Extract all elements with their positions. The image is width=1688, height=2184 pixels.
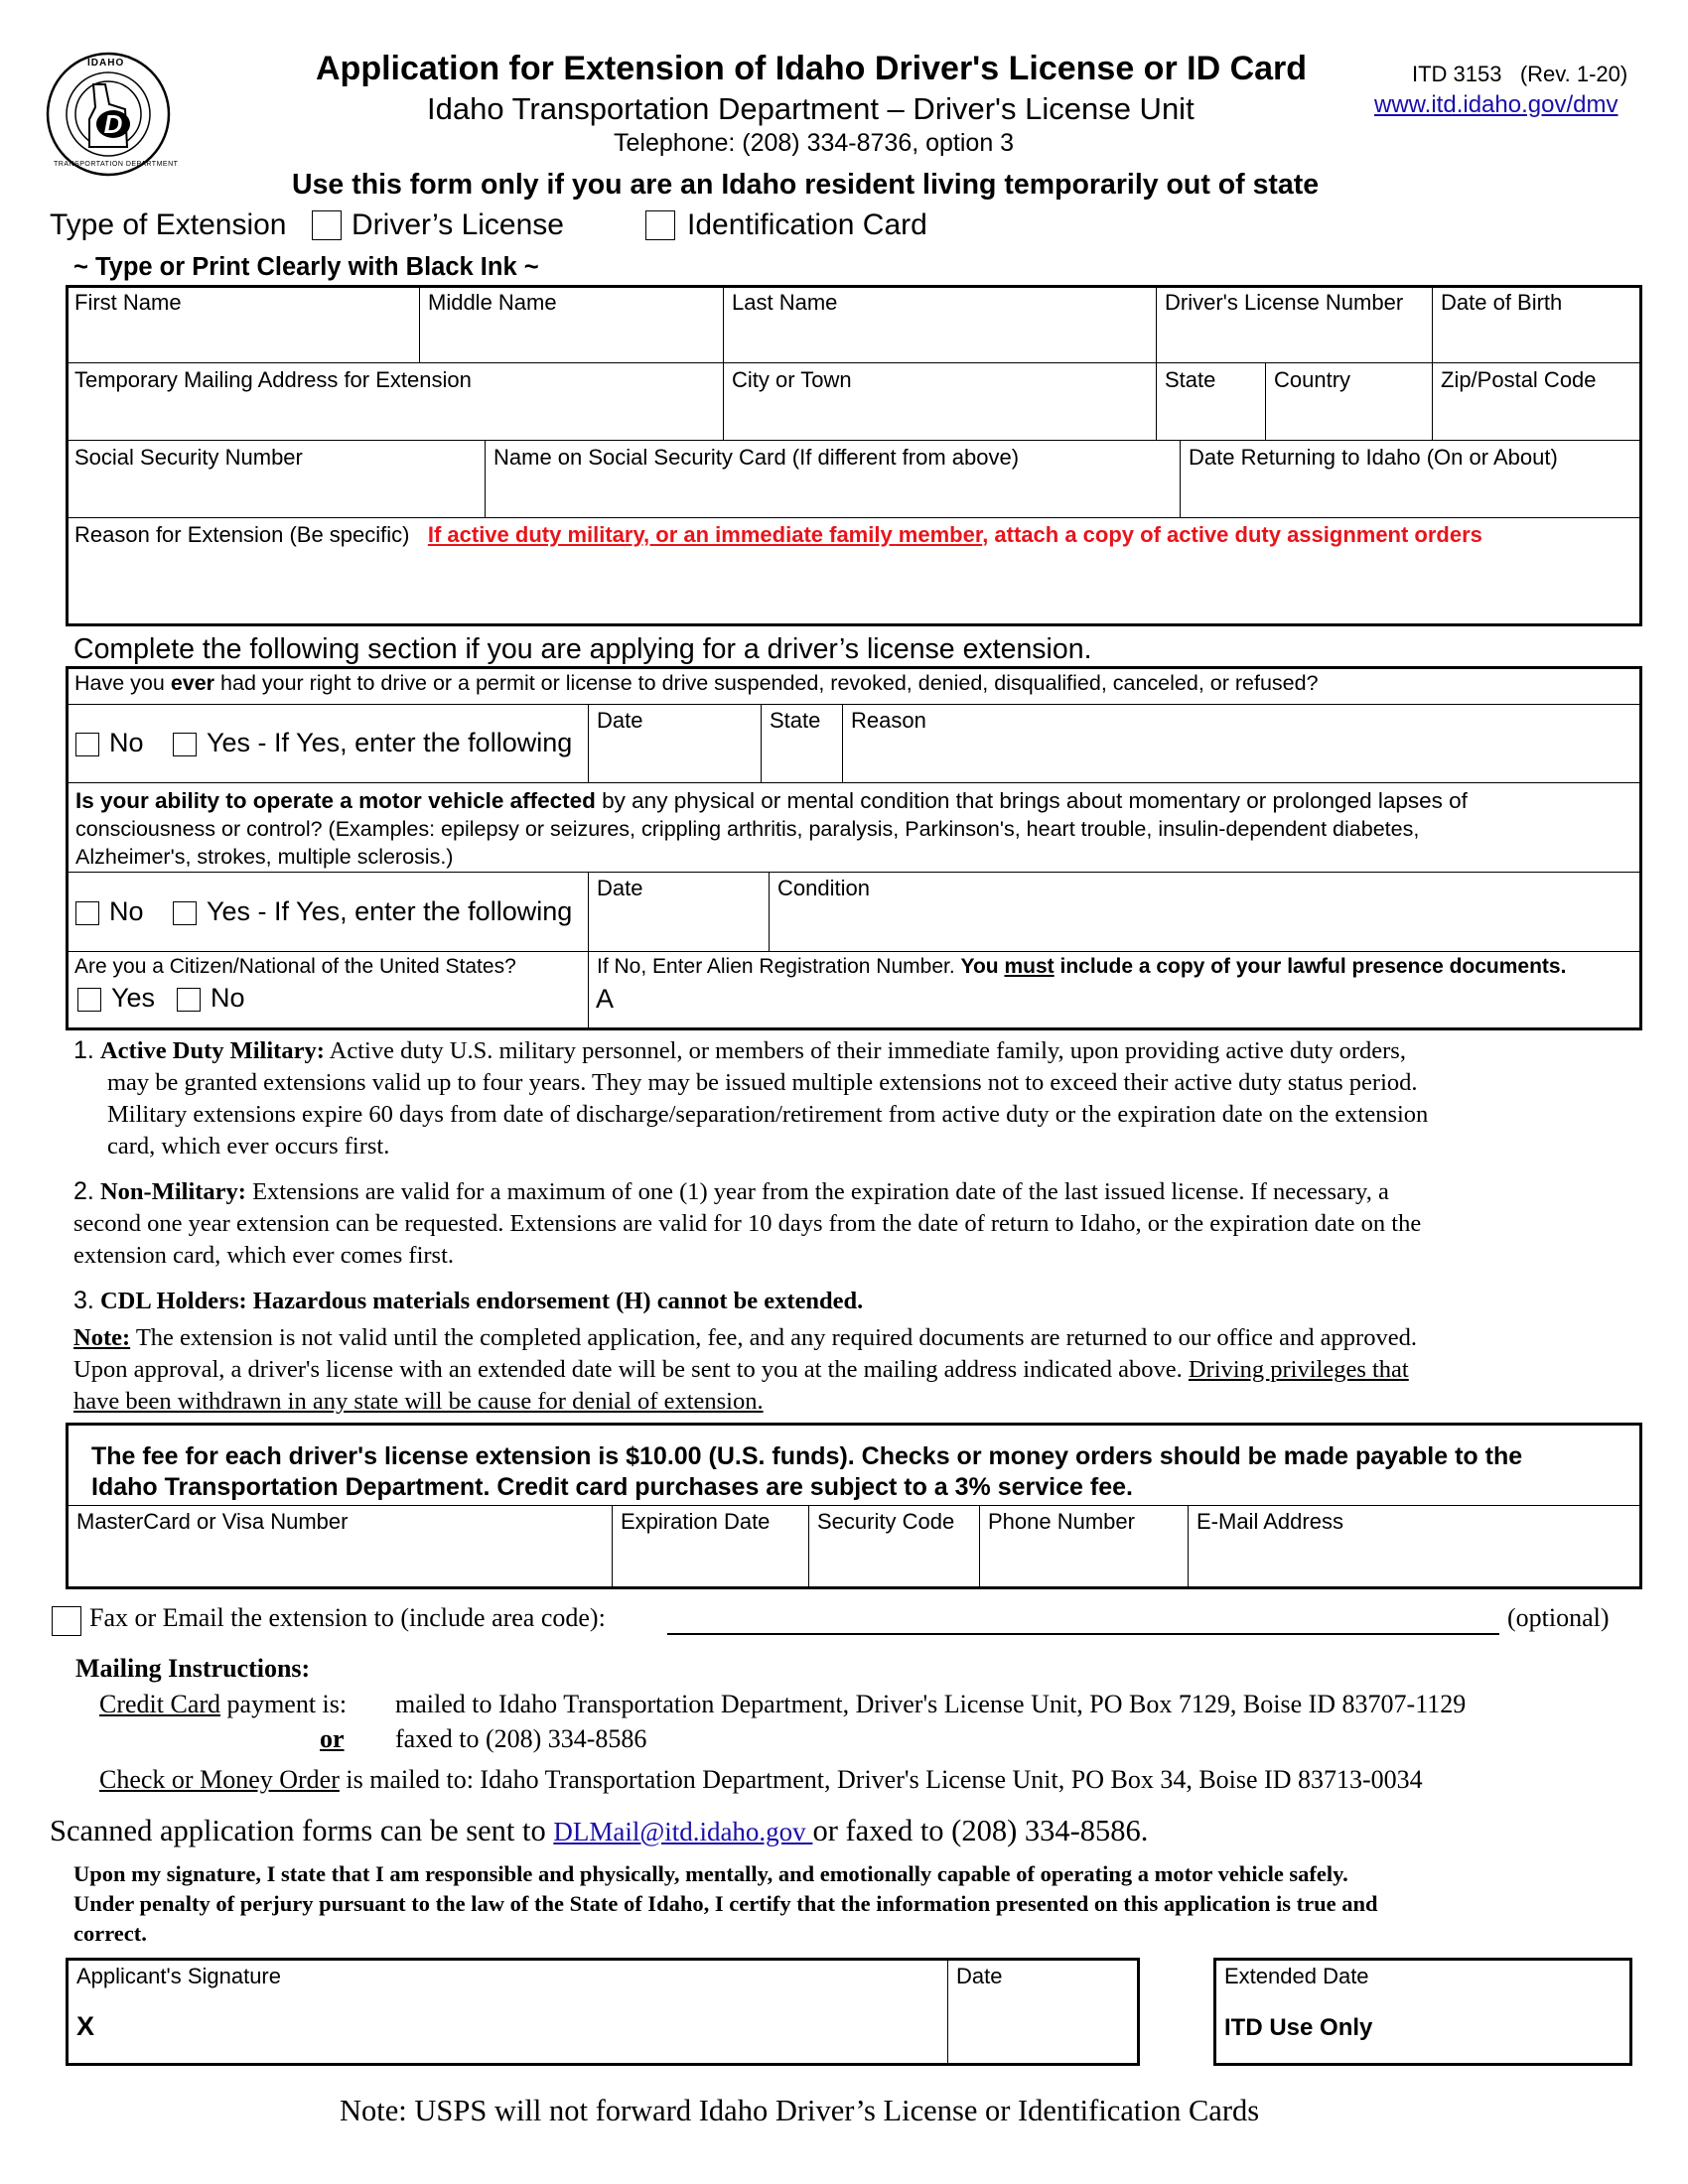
or-label: or [320,1724,345,1753]
ssn-field[interactable]: Social Security Number [74,445,303,470]
credit-card-mailing: Credit Card payment is: [99,1690,348,1718]
middle-name-field[interactable]: Middle Name [428,290,557,315]
itd-seal [44,50,179,179]
military-note-rest: , attach a copy of active duty assignment orders [982,522,1482,547]
suspension-no-label: No [109,728,144,757]
alien-number-prefix: A [596,984,615,1014]
fax-email-checkbox[interactable] [52,1606,81,1636]
ink-instruction: ~ Type or Print Clearly with Black Ink ~ [73,253,539,281]
department-name: Idaho Transportation Department – Driver's License Unit [427,91,1195,126]
security-code-field[interactable]: Security Code [817,1509,955,1534]
citizen-yes-checkbox[interactable] [77,988,101,1012]
check-mailing: Check or Money Order is mailed to: Idaho Transportation Department, Driver's License Unit, PO Box 34, Boise ID 83713-0034 [99,1765,1423,1794]
seal-text-top: IDAHO [87,58,125,68]
fax-email-label: Fax or Email the extension to (include area code): [89,1603,606,1632]
citizen-question: Are you a Citizen/National of the United States? [74,955,516,978]
email-address-field[interactable]: E-Mail Address [1196,1509,1343,1534]
signature-date-field[interactable]: Date [956,1964,1003,1988]
zip-field[interactable]: Zip/Postal Code [1441,367,1597,392]
military-note-underlined: If active duty military, or an immediate family member [427,522,983,547]
suspension-question: Have you ever had your right to drive or a permit or license to drive suspended, revoked, denied, disqualified, canceled, or refused? [74,671,1319,695]
svg-text:D: D [103,109,123,139]
idaho-seal-icon [44,50,173,179]
certification-statement: Upon my signature, I state that I am responsible and physically, mentally, and emotionally capable of operating a motor vehicle safely. Under penalty of perjury pursuant to the law of the State of Idaho, I certify that the information presented on this application is true and correct. [73,1861,1378,1946]
expiration-date-field[interactable]: Expiration Date [621,1509,771,1534]
medical-yes-checkbox[interactable] [173,901,197,925]
country-field[interactable]: Country [1274,367,1351,392]
suspension-date-field[interactable]: Date [597,708,643,733]
rule-cdl: 3. CDL Holders: Hazardous materials endorsement (H) cannot be extended. [73,1287,864,1314]
citizen-no-checkbox[interactable] [177,988,201,1012]
telephone: Telephone: (208) 334-8736, option 3 [614,129,1015,157]
credit-card-address: mailed to Idaho Transportation Department, Driver's License Unit, PO Box 7129, Boise ID 83707-1129 [395,1690,1467,1718]
mailing-address-field[interactable]: Temporary Mailing Address for Extension [74,367,472,392]
usps-footer-note: Note: USPS will not forward Idaho Driver’s License or Identification Cards [340,2094,1260,2127]
citizen-no-label: No [211,983,245,1013]
scanned-forms-note: Scanned application forms can be sent to DLMail@itd.idaho.gov or faxed to (208) 334-8586. [50,1814,1149,1847]
dlmail-email-link[interactable]: DLMail@itd.idaho.gov [553,1817,813,1846]
dob-field[interactable]: Date of Birth [1441,290,1563,315]
drivers-license-checkbox[interactable] [312,210,342,240]
page-title: Application for Extension of Idaho Driver's License or ID Card [316,50,1308,87]
reason-field[interactable] [68,520,1640,623]
rule-note: Note: The extension is not valid until the completed application, fee, and any required documents are returned to our office and approved. Upon approval, a driver's license with an extended date will be sent to you at the mailing address indicated above. Driving privileges that have been withdrawn in any state will be cause for denial of extension. [73,1324,1417,1415]
medical-no-label: No [109,896,144,926]
return-date-field[interactable]: Date Returning to Idaho (On or About) [1189,445,1558,470]
phone-number-field[interactable]: Phone Number [988,1509,1135,1534]
ssn-name-field[interactable]: Name on Social Security Card (If different from above) [493,445,1020,470]
rule-active-duty: 1. Active Duty Military: Active duty U.S. military personnel, or members of their immediate family, upon providing active duty orders, may be granted extensions valid up to four years. They may be issued multiple extensions not to exceed their active duty status period. Military extensions expire 60 days from date of discharge/separation/retirement from active duty or the expiration date on the extension card, which ever occurs first. [73,1036,1429,1160]
id-card-checkbox[interactable] [645,210,675,240]
seal-text-bottom: TRANSPORTATION DEPARTMENT [54,161,179,168]
fax-optional-label: (optional) [1507,1603,1610,1632]
fax-email-input[interactable] [667,1633,1499,1635]
applicant-signature-field[interactable]: Applicant's Signature X [76,1964,281,2041]
reason-label: Reason for Extension (Be specific) [74,522,410,547]
medical-date-field[interactable]: Date [597,876,643,900]
fee-statement: The fee for each driver's license extension is $10.00 (U.S. funds). Checks or money orders should be made payable to the Idaho Transportation Department. Credit card purchases are subject to a 3% service fee. [91,1442,1523,1501]
suspension-yes-checkbox[interactable] [173,733,197,756]
suspension-no-checkbox[interactable] [75,733,99,756]
alien-registration-field[interactable]: If No, Enter Alien Registration Number. You must include a copy of your lawful presence documents. [597,955,1567,978]
last-name-field[interactable]: Last Name [732,290,838,315]
first-name-field[interactable]: First Name [74,290,182,315]
id-card-option-label: Identification Card [687,208,927,241]
rule-non-military: 2. Non-Military: Extensions are valid for a maximum of one (1) year from the expiration date of the last issued license. If necessary, a second one year extension can be requested. Extensions are valid for 10 days from the date of return to Idaho, or the expiration date on the extension card, which ever comes first. [73,1177,1422,1269]
suspension-state-field[interactable]: State [770,708,821,733]
form-number: ITD 3153 (Rev. 1-20) [1412,62,1628,86]
extension-type-label: Type of Extension [50,208,287,241]
residency-notice: Use this form only if you are an Idaho resident living temporarily out of state [292,169,1320,201]
medical-no-checkbox[interactable] [75,901,99,925]
city-field[interactable]: City or Town [732,367,852,392]
mailing-heading: Mailing Instructions: [75,1654,311,1683]
suspension-reason-field[interactable]: Reason [851,708,926,733]
suspension-yes-label: Yes - If Yes, enter the following [207,728,573,757]
state-field[interactable]: State [1165,367,1216,392]
extended-date-field: Extended Date ITD Use Only [1224,1964,1373,2041]
dl-section-heading: Complete the following section if you are applying for a driver’s license extension. [73,633,1092,665]
card-number-field[interactable]: MasterCard or Visa Number [76,1509,349,1534]
drivers-license-option-label: Driver’s License [352,208,564,241]
medical-question: Is your ability to operate a motor vehicle affected by any physical or mental condition that brings about momentary or prolonged lapses of consciousness or control? (Examples: epilepsy or seizures, crippling arthritis, paralysis, Parkinson's, heart trouble, insulin-dependent diabetes, Alzheimer's, strokes, multiple sclerosis.) [75,788,1468,869]
dl-number-field[interactable]: Driver's License Number [1165,290,1404,315]
credit-card-fax: faxed to (208) 334-8586 [395,1724,647,1753]
website-link[interactable]: www.itd.idaho.gov/dmv [1374,91,1618,118]
medical-condition-field[interactable]: Condition [777,876,870,900]
citizen-yes-label: Yes [111,983,156,1013]
medical-yes-label: Yes - If Yes, enter the following [207,896,573,926]
